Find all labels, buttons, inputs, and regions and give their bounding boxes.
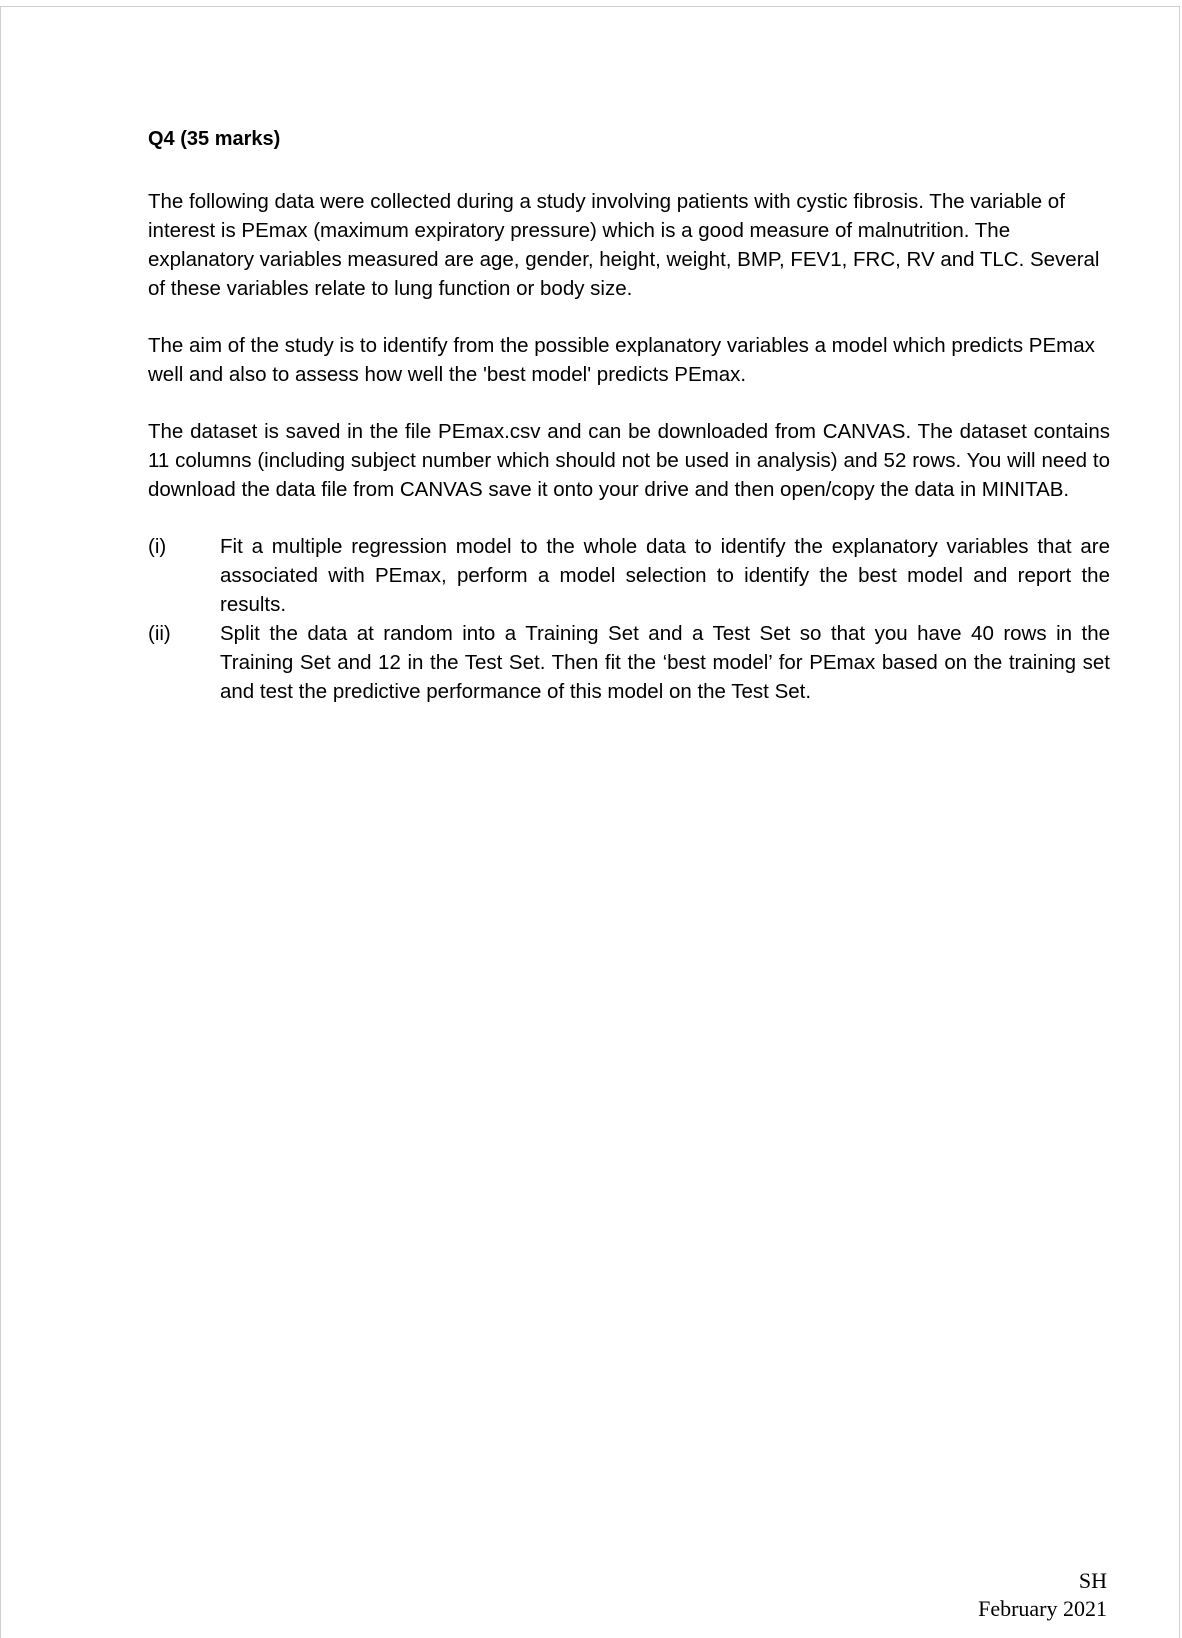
footer-date: February 2021 [978,1596,1107,1621]
intro-paragraph: The following data were collected during a study involving patients with cystic fibrosis. The variable of interest is PEmax (maximum expiratory pressure) which is a good measure of malnutrition. The explanatory variables measured are age, gender, height, weight, BMP, FEV1, FRC, RV and TLC. Several of these variables relate to lung function or body size. [148,190,1100,300]
aim-paragraph: The aim of the study is to identify from the possible explanatory variables a model which predicts PEmax well and also to assess how well the 'best model' predicts PEmax. [148,334,1095,386]
question-body [148,125,1110,706]
part-marker: (ii) [148,622,171,645]
question-heading: Q4 (35 marks) [148,128,281,150]
part-marker: (i) [148,535,167,558]
page-footer [978,1567,1107,1623]
document-page [0,6,1180,1638]
question-part-ii [148,619,1110,706]
part-text: Split the data at random into a Training Set and a Test Set so that you have 40 rows in the Training Set and 12 in the Test Set. Then fit the ‘best model’ for PEmax based on the training set and test the predictive performance of this model on the Test Set. [220,622,1110,703]
author-initials: SH [1078,1568,1107,1593]
question-parts-list [148,532,1110,706]
question-part-i [148,532,1110,619]
dataset-paragraph: The dataset is saved in the file PEmax.csv and can be downloaded from CANVAS. The dataset contains 11 columns (including subject number which should not be used in analysis) and 52 rows. You will need to download the data file from CANVAS save it onto your drive and then open/copy the data in MINITAB. [148,420,1110,501]
part-text: Fit a multiple regression model to the whole data to identify the explanatory variables that are associated with PEmax, perform a model selection to identify the best model and report the results. [220,535,1110,616]
